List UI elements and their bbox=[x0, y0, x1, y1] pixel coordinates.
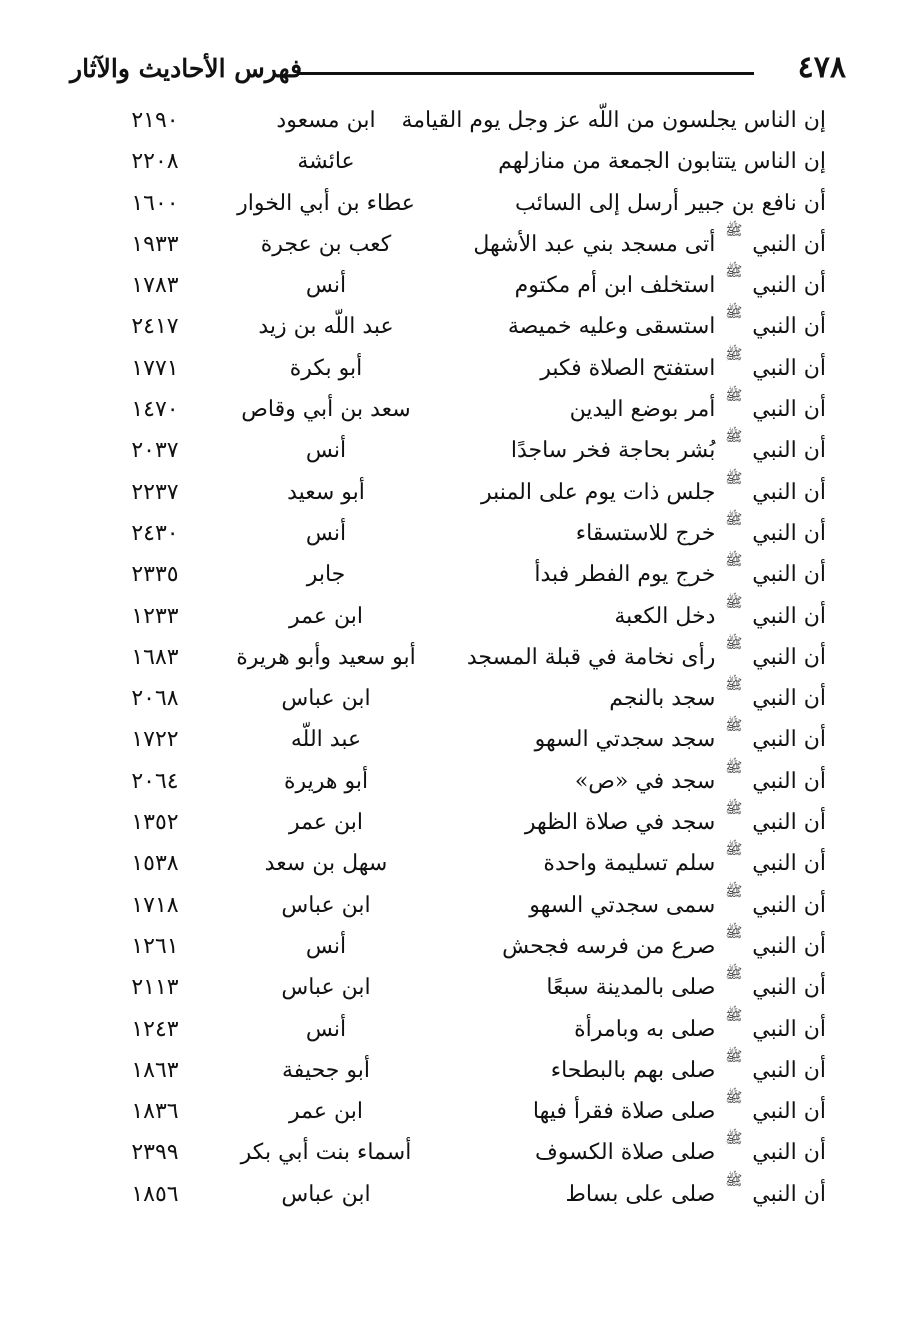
hadith-text-start: أن النبي bbox=[752, 1016, 826, 1042]
hadith-text bbox=[446, 926, 826, 967]
hadith-text bbox=[446, 843, 826, 884]
hadith-number: ٢٢٣٧ bbox=[131, 479, 179, 505]
hadith-text bbox=[446, 596, 826, 637]
narrator: سعد بن أبي وقاص bbox=[241, 397, 411, 423]
salawat-glyph: ﷺ bbox=[725, 842, 743, 859]
narrator: أبو جحيفة bbox=[282, 1057, 370, 1083]
hadith-number: ١٧٧١ bbox=[131, 355, 179, 381]
hadith-text-rest: جلس ذات يوم على المنبر bbox=[481, 479, 716, 505]
salawat-glyph: ﷺ bbox=[725, 1007, 743, 1024]
hadith-text bbox=[446, 885, 826, 926]
hadith-text-rest: سجد في صلاة الظهر bbox=[524, 810, 716, 836]
hadith-number: ٢٣٣٥ bbox=[131, 562, 179, 588]
narrator: أبو سعيد وأبو هريرة bbox=[236, 644, 416, 670]
index-row bbox=[100, 430, 826, 471]
page-header bbox=[70, 46, 846, 96]
salawat-glyph: ﷺ bbox=[725, 511, 743, 528]
hadith-text-start: أن النبي bbox=[752, 562, 826, 588]
hadith-index-table bbox=[100, 100, 826, 1215]
hadith-text-start: أن النبي bbox=[752, 933, 826, 959]
hadith-number: ٢٢٠٨ bbox=[131, 149, 179, 175]
salawat-glyph: ﷺ bbox=[725, 966, 743, 983]
hadith-text-start: أن النبي bbox=[752, 975, 826, 1001]
hadith-text-start: أن نافع بن جبير أرسل إلى السائب bbox=[514, 190, 826, 216]
salawat-glyph: ﷺ bbox=[725, 801, 743, 818]
index-row bbox=[100, 183, 826, 224]
hadith-text-rest: صرع من فرسه فجحش bbox=[502, 933, 716, 959]
salawat-glyph: ﷺ bbox=[725, 718, 743, 735]
narrator: ابن عمر bbox=[289, 1099, 363, 1125]
hadith-number: ٢٤١٧ bbox=[131, 314, 179, 340]
hadith-text-start: أن النبي bbox=[752, 1181, 826, 1207]
hadith-text-start: إن الناس يتتابون الجمعة من منازلهم bbox=[498, 149, 826, 175]
narrator: ابن عباس bbox=[281, 1181, 371, 1207]
salawat-glyph: ﷺ bbox=[725, 553, 743, 570]
hadith-number: ١٧٢٢ bbox=[131, 727, 179, 753]
narrator: أنس bbox=[305, 933, 347, 959]
index-row bbox=[100, 926, 826, 967]
hadith-text-rest: صلى على بساط bbox=[565, 1181, 716, 1207]
narrator: أنس bbox=[305, 438, 347, 464]
hadith-number: ١٧١٨ bbox=[131, 892, 179, 918]
hadith-text-rest: صلى بهم بالبطحاء bbox=[550, 1057, 716, 1083]
index-row bbox=[100, 1050, 826, 1091]
hadith-number: ٢٠٦٤ bbox=[131, 768, 179, 794]
index-row bbox=[100, 224, 826, 265]
hadith-text-start: أن النبي bbox=[752, 644, 826, 670]
hadith-text-start: أن النبي bbox=[752, 355, 826, 381]
header-rule bbox=[298, 72, 754, 75]
hadith-number: ١٦٠٠ bbox=[131, 190, 179, 216]
salawat-glyph: ﷺ bbox=[725, 1090, 743, 1107]
hadith-text bbox=[446, 389, 826, 430]
index-row bbox=[100, 472, 826, 513]
narrator: كعب بن عجرة bbox=[260, 231, 392, 257]
narrator: أنس bbox=[305, 520, 347, 546]
hadith-text bbox=[446, 967, 826, 1008]
salawat-glyph: ﷺ bbox=[725, 429, 743, 446]
salawat-glyph: ﷺ bbox=[725, 924, 743, 941]
index-row bbox=[100, 1091, 826, 1132]
running-title: فهرس الأحاديث والآثار bbox=[70, 54, 303, 83]
hadith-number: ٢١١٣ bbox=[131, 975, 179, 1001]
hadith-text-rest: صلى به وبامرأة bbox=[574, 1016, 716, 1042]
salawat-glyph: ﷺ bbox=[725, 594, 743, 611]
index-row bbox=[100, 1132, 826, 1173]
narrator: سهل بن سعد bbox=[264, 851, 388, 877]
hadith-number: ٢٤٣٠ bbox=[131, 520, 179, 546]
narrator: عبد اللّه بن زيد bbox=[258, 314, 394, 340]
index-row bbox=[100, 678, 826, 719]
hadith-text-start: أن النبي bbox=[752, 1140, 826, 1166]
hadith-number: ١٨٦٣ bbox=[131, 1057, 179, 1083]
hadith-text-start: أن النبي bbox=[752, 438, 826, 464]
narrator: ابن مسعود bbox=[276, 108, 376, 133]
hadith-text-start: أن النبي bbox=[752, 727, 826, 753]
hadith-number: ١٤٧٠ bbox=[131, 397, 179, 423]
hadith-text bbox=[446, 1009, 826, 1050]
index-row bbox=[100, 348, 826, 389]
narrator: أسماء بنت أبي بكر bbox=[240, 1140, 412, 1166]
hadith-number: ٢١٩٠ bbox=[131, 108, 179, 133]
hadith-number: ١٢٣٣ bbox=[131, 603, 179, 629]
narrator: ابن عباس bbox=[281, 975, 371, 1001]
index-row bbox=[100, 719, 826, 760]
hadith-text bbox=[446, 430, 826, 471]
hadith-text bbox=[446, 554, 826, 595]
hadith-text-start: أن النبي bbox=[752, 273, 826, 299]
hadith-text bbox=[446, 306, 826, 347]
hadith-number: ١٢٤٣ bbox=[131, 1016, 179, 1042]
hadith-text bbox=[446, 141, 826, 182]
index-row bbox=[100, 100, 826, 141]
hadith-number: ١٣٥٢ bbox=[131, 810, 179, 836]
hadith-text-start: أن النبي bbox=[752, 1099, 826, 1125]
hadith-text-start: أن النبي bbox=[752, 479, 826, 505]
hadith-number: ١٥٣٨ bbox=[131, 851, 179, 877]
hadith-text-start: إن الناس يجلسون من اللّه عز وجل يوم القيامة bbox=[401, 108, 826, 133]
hadith-text-rest: بُشر بحاجة فخر ساجدًا bbox=[510, 438, 716, 464]
salawat-glyph: ﷺ bbox=[725, 1172, 743, 1189]
hadith-text-rest: سجد بالنجم bbox=[609, 686, 716, 712]
hadith-number: ١٦٨٣ bbox=[131, 644, 179, 670]
index-row bbox=[100, 554, 826, 595]
hadith-text-start: أن النبي bbox=[752, 686, 826, 712]
narrator: ابن عباس bbox=[281, 686, 371, 712]
narrator: أنس bbox=[305, 1016, 347, 1042]
narrator: عائشة bbox=[297, 149, 355, 175]
hadith-text bbox=[446, 183, 826, 224]
hadith-text-rest: صلى صلاة فقرأ فيها bbox=[532, 1099, 716, 1125]
index-row bbox=[100, 1009, 826, 1050]
index-row bbox=[100, 967, 826, 1008]
index-row bbox=[100, 885, 826, 926]
hadith-text-rest: سجد سجدتي السهو bbox=[534, 727, 716, 753]
salawat-glyph: ﷺ bbox=[725, 1048, 743, 1065]
hadith-text-rest: استخلف ابن أم مكتوم bbox=[514, 273, 716, 299]
narrator: أبو هريرة bbox=[283, 768, 369, 794]
hadith-text-rest: صلى صلاة الكسوف bbox=[534, 1140, 716, 1166]
index-row bbox=[100, 1174, 826, 1215]
salawat-glyph: ﷺ bbox=[725, 222, 743, 239]
index-row bbox=[100, 596, 826, 637]
salawat-glyph: ﷺ bbox=[725, 883, 743, 900]
hadith-number: ١٩٣٣ bbox=[131, 231, 179, 257]
hadith-number: ١٨٣٦ bbox=[131, 1099, 179, 1125]
index-row bbox=[100, 513, 826, 554]
hadith-text-rest: أتى مسجد بني عبد الأشهل bbox=[473, 231, 716, 257]
hadith-text-rest: استفتح الصلاة فكبر bbox=[540, 355, 716, 381]
hadith-text bbox=[446, 719, 826, 760]
hadith-text-rest: سمى سجدتي السهو bbox=[529, 892, 716, 918]
hadith-text-rest: رأى نخامة في قبلة المسجد bbox=[466, 644, 716, 670]
narrator: أبو بكرة bbox=[289, 355, 363, 381]
index-row bbox=[100, 802, 826, 843]
page-number: ٤٧٨ bbox=[797, 50, 846, 85]
salawat-glyph: ﷺ bbox=[725, 759, 743, 776]
salawat-glyph: ﷺ bbox=[725, 470, 743, 487]
hadith-text-rest: خرج يوم الفطر فبدأ bbox=[534, 562, 716, 588]
hadith-number: ١٨٥٦ bbox=[131, 1181, 179, 1207]
hadith-text bbox=[446, 1050, 826, 1091]
hadith-text bbox=[446, 1132, 826, 1173]
narrator: ابن عمر bbox=[289, 603, 363, 629]
narrator: جابر bbox=[306, 562, 346, 588]
salawat-glyph: ﷺ bbox=[725, 388, 743, 405]
hadith-text-start: أن النبي bbox=[752, 397, 826, 423]
hadith-text bbox=[401, 100, 826, 141]
narrator: أبو سعيد bbox=[287, 479, 365, 505]
hadith-text-rest: سلم تسليمة واحدة bbox=[543, 851, 716, 877]
hadith-text-start: أن النبي bbox=[752, 603, 826, 629]
hadith-text bbox=[446, 1091, 826, 1132]
index-row bbox=[100, 637, 826, 678]
hadith-number: ٢٣٩٩ bbox=[131, 1140, 179, 1166]
hadith-number: ٢٠٦٨ bbox=[131, 686, 179, 712]
hadith-text-rest: دخل الكعبة bbox=[614, 603, 716, 629]
hadith-text-rest: خرج للاستسقاء bbox=[575, 520, 716, 546]
hadith-text-rest: أمر بوضع اليدين bbox=[569, 397, 716, 423]
index-row bbox=[100, 306, 826, 347]
hadith-text-rest: سجد في «ص» bbox=[574, 768, 716, 794]
hadith-text-start: أن النبي bbox=[752, 231, 826, 257]
salawat-glyph: ﷺ bbox=[725, 305, 743, 322]
salawat-glyph: ﷺ bbox=[725, 635, 743, 652]
hadith-text bbox=[446, 637, 826, 678]
hadith-text bbox=[446, 224, 826, 265]
hadith-text-start: أن النبي bbox=[752, 314, 826, 340]
hadith-number: ١٢٦١ bbox=[131, 933, 179, 959]
index-row bbox=[100, 389, 826, 430]
hadith-text bbox=[446, 348, 826, 389]
hadith-number: ١٧٨٣ bbox=[131, 273, 179, 299]
hadith-text bbox=[446, 472, 826, 513]
narrator: عبد اللّه bbox=[290, 727, 362, 753]
hadith-text-start: أن النبي bbox=[752, 851, 826, 877]
hadith-text bbox=[446, 802, 826, 843]
hadith-number: ٢٠٣٧ bbox=[131, 438, 179, 464]
index-row bbox=[100, 265, 826, 306]
index-row bbox=[100, 141, 826, 182]
index-row bbox=[100, 761, 826, 802]
narrator: عطاء بن أبي الخوار bbox=[237, 190, 415, 216]
salawat-glyph: ﷺ bbox=[725, 346, 743, 363]
hadith-text bbox=[446, 513, 826, 554]
hadith-text-start: أن النبي bbox=[752, 1057, 826, 1083]
hadith-text-start: أن النبي bbox=[752, 520, 826, 546]
salawat-glyph: ﷺ bbox=[725, 677, 743, 694]
hadith-text-start: أن النبي bbox=[752, 892, 826, 918]
narrator: ابن عمر bbox=[289, 810, 363, 836]
salawat-glyph: ﷺ bbox=[725, 1131, 743, 1148]
hadith-text-rest: صلى بالمدينة سبعًا bbox=[546, 975, 716, 1001]
salawat-glyph: ﷺ bbox=[725, 264, 743, 281]
hadith-text-start: أن النبي bbox=[752, 768, 826, 794]
hadith-text bbox=[446, 265, 826, 306]
narrator: ابن عباس bbox=[281, 892, 371, 918]
narrator: أنس bbox=[305, 273, 347, 299]
index-row bbox=[100, 843, 826, 884]
hadith-text-rest: استسقى وعليه خميصة bbox=[507, 314, 716, 340]
hadith-text bbox=[446, 761, 826, 802]
hadith-text bbox=[446, 678, 826, 719]
hadith-text-start: أن النبي bbox=[752, 810, 826, 836]
hadith-text bbox=[446, 1174, 826, 1215]
